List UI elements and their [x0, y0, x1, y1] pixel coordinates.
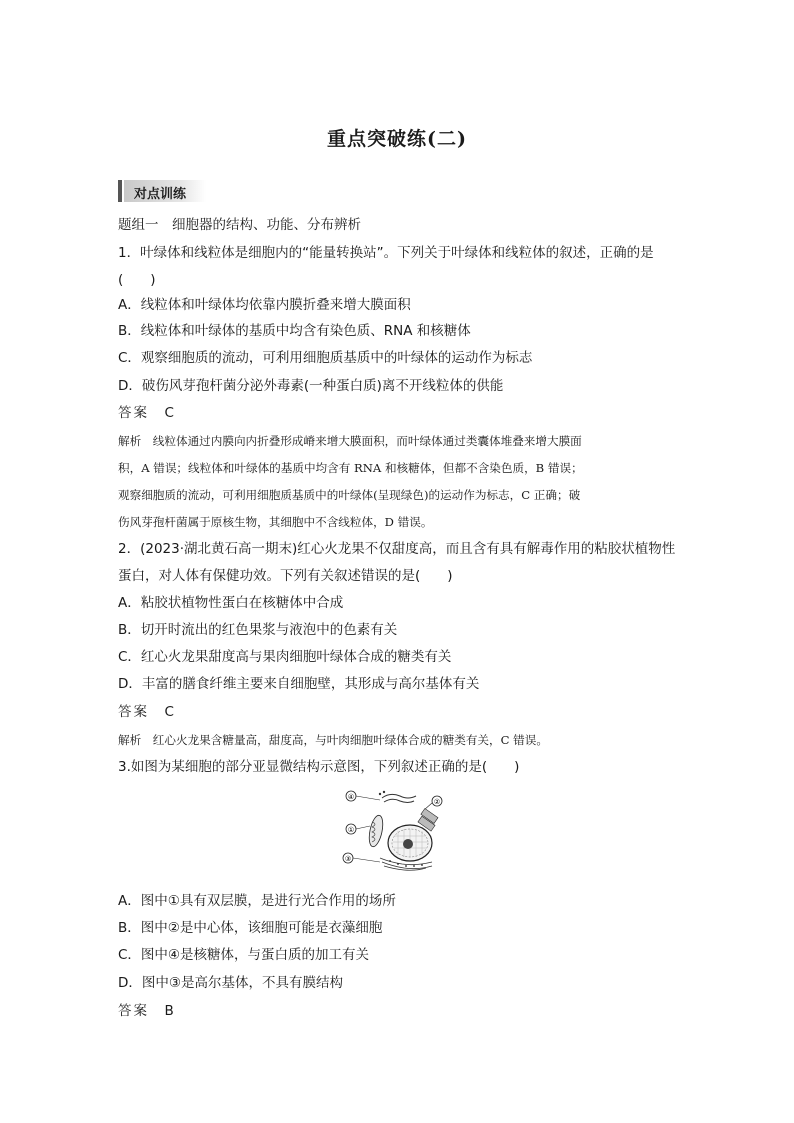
q2-stem-line2: 蛋白，对人体有保健功效。下列有关叙述错误的是( ) — [118, 568, 453, 584]
label-2: ② — [433, 798, 441, 806]
label-3: ③ — [344, 855, 352, 863]
q1-explanation-line4: 伤风芽孢杆菌属于原核生物，其细胞中不含线粒体，D 错误。 — [118, 515, 433, 529]
cell-diagram — [340, 786, 450, 876]
label-1: ① — [347, 826, 355, 834]
q1-stem-line1: 1．叶绿体和线粒体是细胞内的“能量转换站”。下列关于叶绿体和线粒体的叙述，正确的是 — [118, 245, 654, 261]
q2-answer: 答案 C — [118, 704, 176, 720]
q3-option-b: B．图中②是中心体，该细胞可能是衣藻细胞 — [118, 920, 383, 936]
q1-explanation-line2: 积，A 错误；线粒体和叶绿体的基质中均含有 RNA 和核糖体，但都不含染色质，B 错误； — [118, 461, 583, 475]
cell-structure-figure — [340, 786, 450, 876]
q1-explanation-line3: 观察细胞质的流动，可利用细胞质基质中的叶绿体(呈现绿色)的运动作为标志，C 正确；破 — [118, 488, 581, 502]
q1-explanation-line1: 解析 线粒体通过内膜向内折叠形成嵴来增大膜面积，而叶绿体通过类囊体堆叠来增大膜面 — [118, 434, 582, 448]
q3-option-c: C．图中④是核糖体，与蛋白质的加工有关 — [118, 947, 370, 963]
q3-option-a: A．图中①具有双层膜，是进行光合作用的场所 — [118, 893, 396, 909]
q2-option-d: D．丰富的膳食纤维主要来自细胞壁，其形成与高尔基体有关 — [118, 676, 480, 692]
page-title: 重点突破练(二) — [327, 128, 467, 150]
q1-option-c: C．观察细胞质的流动，可利用细胞质基质中的叶绿体的运动作为标志 — [118, 350, 533, 366]
q2-option-c: C．红心火龙果甜度高与果肉细胞叶绿体合成的糖类有关 — [118, 649, 452, 665]
q2-explanation-line1: 解析 红心火龙果含糖量高，甜度高，与叶肉细胞叶绿体合成的糖类有关，C 错误。 — [118, 733, 548, 747]
q2-option-a: A．粘胶状植物性蛋白在核糖体中合成 — [118, 595, 344, 611]
q2-stem-line1: 2．(2023·湖北黄石高一期末)红心火龙果不仅甜度高，而且含有具有解毒作用的粘胶状植物性 — [118, 541, 676, 557]
q2-option-b: B．切开时流出的红色果浆与液泡中的色素有关 — [118, 622, 398, 638]
q3-answer: 答案 B — [118, 1003, 176, 1019]
q3-option-d: D．图中③是高尔基体，不具有膜结构 — [118, 975, 343, 991]
q1-stem-line2: ( ) — [118, 272, 156, 288]
section-tab-label: 对点训练 — [134, 187, 187, 202]
q1-option-a: A．线粒体和叶绿体均依靠内膜折叠来增大膜面积 — [118, 297, 411, 313]
q3-stem: 3.如图为某细胞的部分亚显微结构示意图，下列叙述正确的是( ) — [118, 759, 520, 775]
label-4: ④ — [347, 793, 355, 801]
q1-option-b: B．线粒体和叶绿体的基质中均含有染色质、RNA 和核糖体 — [118, 323, 471, 339]
group-heading: 题组一 细胞器的结构、功能、分布辨析 — [118, 217, 361, 233]
q1-option-d: D．破伤风芽孢杆菌分泌外毒素(一种蛋白质)离不开线粒体的供能 — [118, 378, 504, 394]
q1-answer: 答案 C — [118, 405, 176, 421]
section-tab — [118, 180, 206, 202]
